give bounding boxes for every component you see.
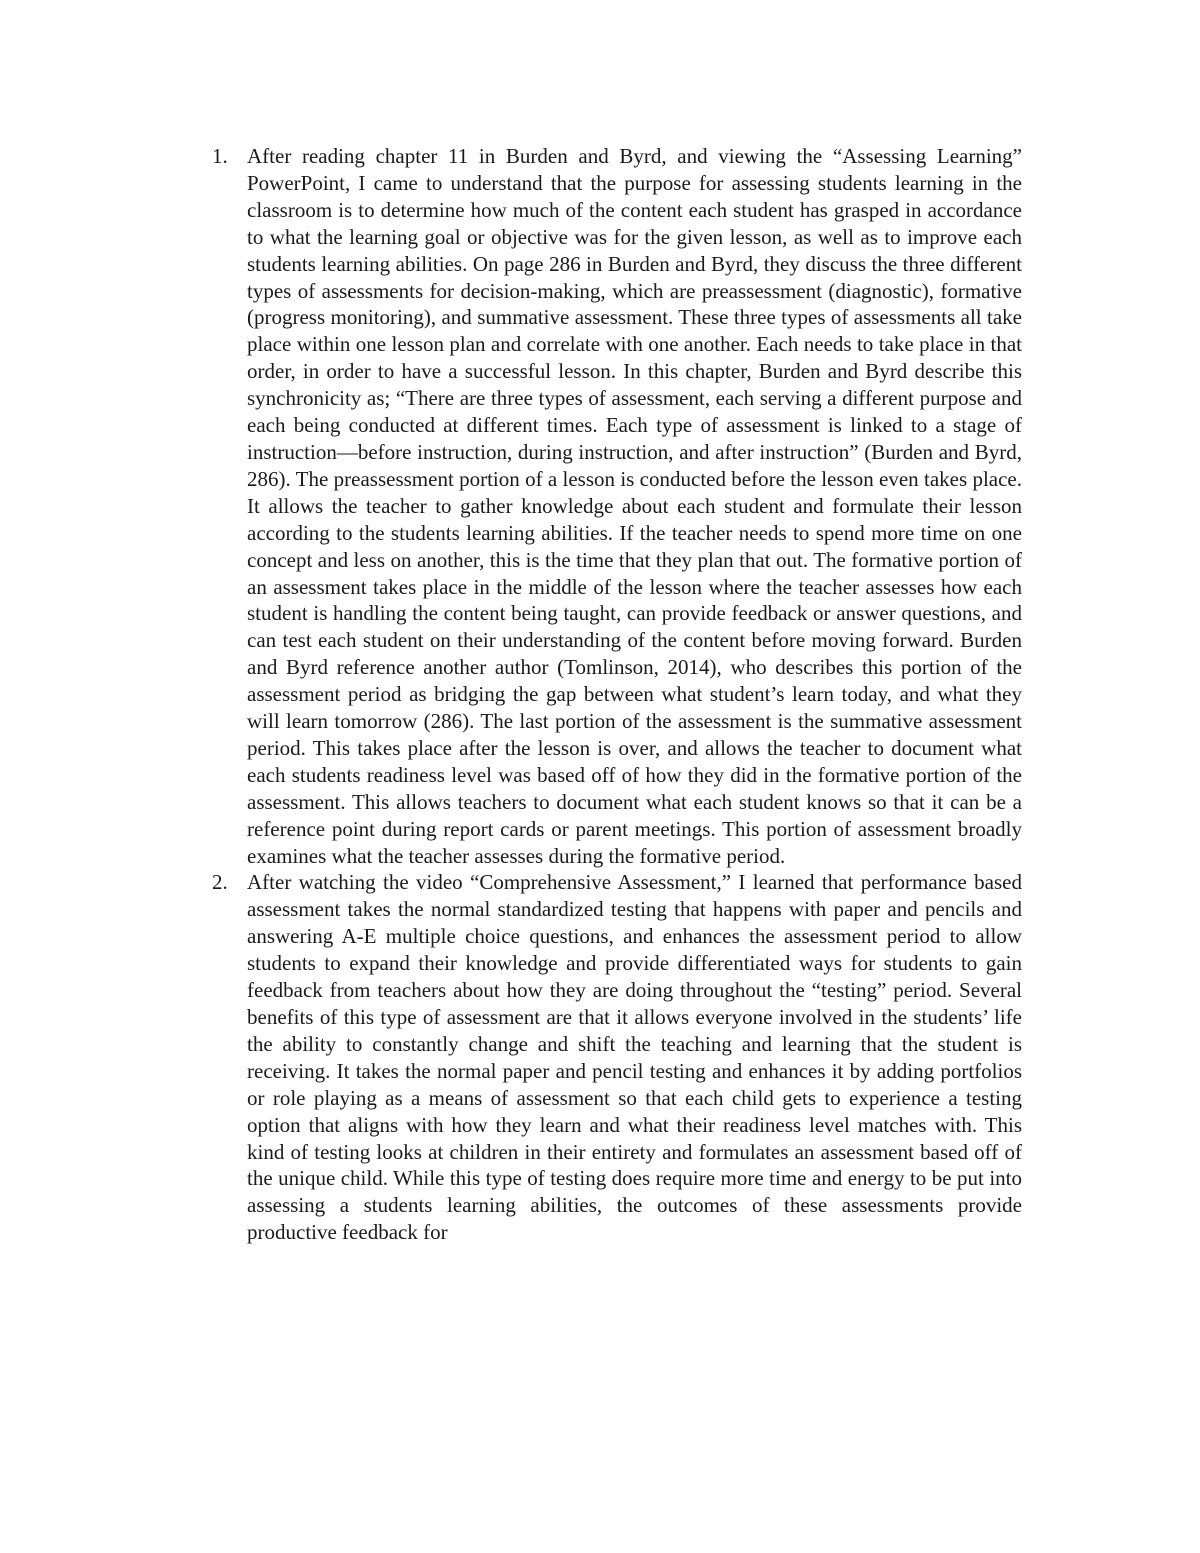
list-item-number: 2. <box>212 870 228 895</box>
numbered-list <box>200 143 1022 1246</box>
list-item-number: 1. <box>212 144 228 168</box>
list-item <box>200 869 1022 1246</box>
list-item-paragraph: After reading chapter 11 in Burden and Byrd, and viewing the “Assessing Learning” PowerPoint, I came to understand that the purpose for assessing students learning in the classroom is to determine how much of the content each student has grasped in accordance to what the learning goal or objective was for the given lesson, as well as to improve each students learning abilities. On page 286 in Burden and Byrd, they discuss the three different types of assessments for decision-making, which are preassessment (diagnostic), formative (progress monitoring), and summative assessment. These three types of assessments all take place within one lesson plan and correlate with one another. Each needs to take place in that order, in order to have a successful lesson. In this chapter, Burden and Byrd describe this synchronicity as; “There are three types of assessment, each serving a different purpose and each being conducted at different times. Each type of assessment is linked to a stage of instruction—before instruction, during instruction, and after instruction” (Burden and Byrd, 286). The preassessment portion of a lesson is conducted before the lesson even takes place. It allows the teacher to gather knowledge about each student and formulate their lesson according to the students learning abilities. If the teacher needs to spend more time on one concept and less on another, this is the time that they plan that out. The formative portion of an assessment takes place in the middle of the lesson where the teacher assesses how each student is handling the content being taught, can provide feedback or answer questions, and can test each student on their understanding of the content before moving forward. Burden and Byrd reference another author (Tomlinson, 2014), who describes this portion of the assessment period as bridging the gap between what student’s learn today, and what they will learn tomorrow (286). The last portion of the assessment is the summative assessment period. This takes place after the lesson is over, and allows the teacher to document what each students readiness level was based off of how they did in the formative portion of the assessment. This allows teachers to document what each student knows so that it can be a reference point during report cards or parent meetings. This portion of assessment broadly examines what the teacher assesses during the formative period. <box>247 144 1022 868</box>
list-item-paragraph: After watching the video “Comprehensive Assessment,” I learned that performance based assessment takes the normal standardized testing that happens with paper and pencils and answering A-E multiple choice questions, and enhances the assessment period to allow students to expand their knowledge and provide differentiated ways for students to gain feedback from teachers about how they are doing throughout the “testing” period. Several benefits of this type of assessment are that it allows everyone involved in the students’ life the ability to constantly change and shift the teaching and learning that the student is receiving. It takes the normal paper and pencil testing and enhances it by adding portfolios or role playing as a means of assessment so that each child gets to experience a testing option that aligns with how they learn and what their readiness level matches with. This kind of testing looks at children in their entirety and formulates an assessment based off of the unique child. While this type of testing does require more time and energy to be put into assessing a students learning abilities, the outcomes of these assessments provide productive feedback for <box>247 870 1022 1245</box>
list-item <box>200 143 1022 869</box>
